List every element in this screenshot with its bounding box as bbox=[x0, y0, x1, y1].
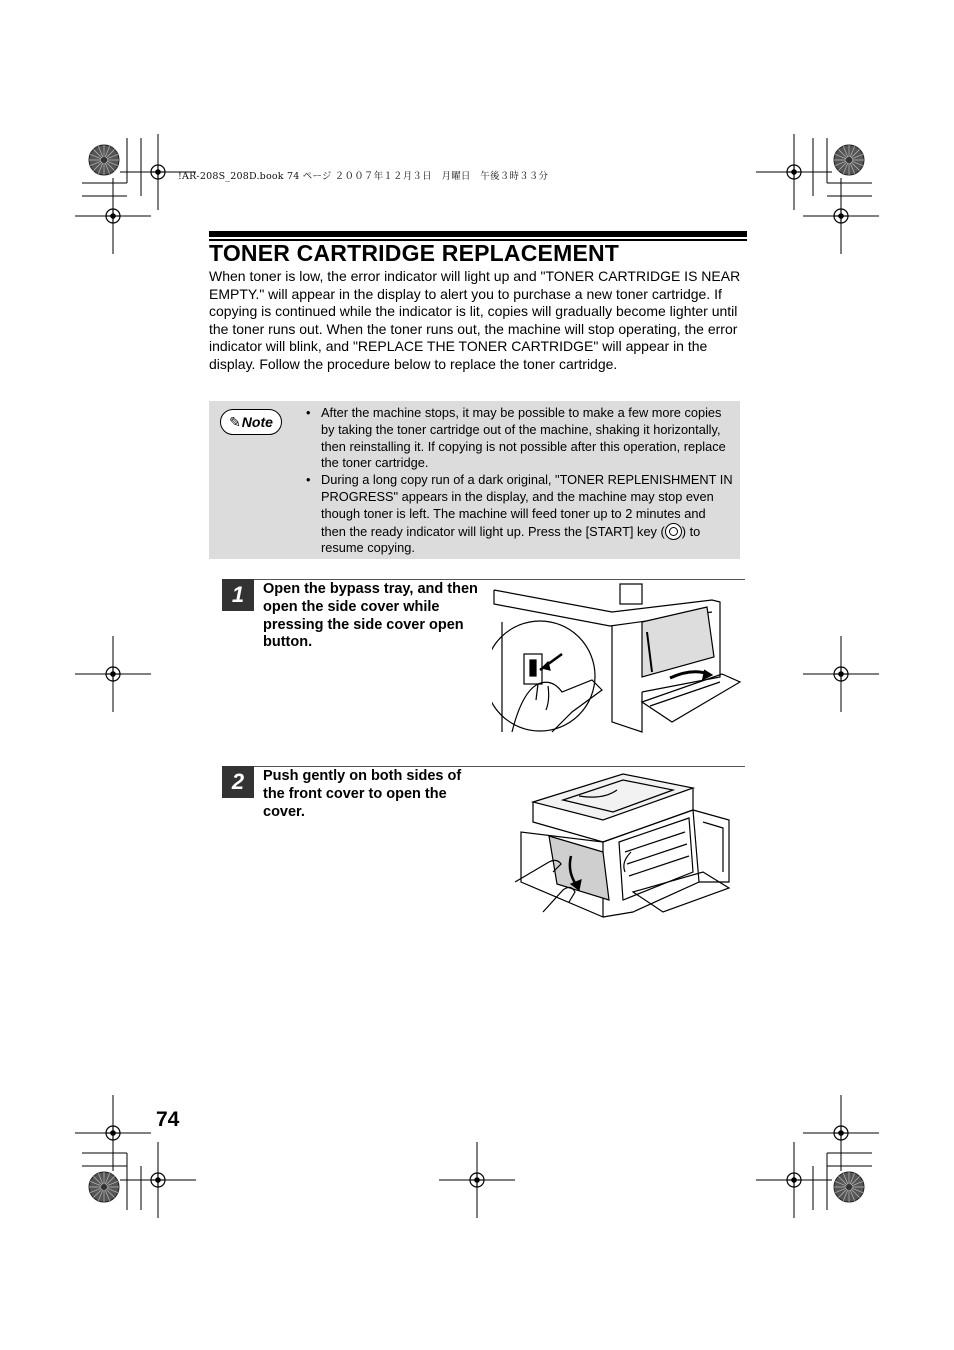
corner-mark-top-right bbox=[756, 134, 879, 254]
step-1-rule bbox=[222, 579, 745, 580]
note-item bbox=[306, 405, 734, 472]
step-2-text: Push gently on both sides of the front cover to open the cover. bbox=[263, 768, 462, 820]
corner-mark-bottom-right bbox=[756, 1095, 879, 1218]
bullet: • bbox=[306, 472, 311, 488]
note-badge bbox=[220, 409, 282, 435]
title-rule-thick bbox=[209, 231, 747, 237]
page-number: 74 bbox=[156, 1108, 180, 1131]
print-file-header: !AR-208S_208D.book 74 ページ ２００７年１２月３日 月曜日 午後３時３３分 bbox=[178, 171, 549, 182]
step-2-rule bbox=[222, 766, 745, 767]
bullet: • bbox=[306, 405, 311, 420]
step-1-text: Open the bypass tray, and then open the side cover while pressing the side cover open button. bbox=[263, 581, 478, 651]
bottom-center-mark bbox=[439, 1142, 515, 1218]
intro-paragraph: When toner is low, the error indicator will light up and "TONER CARTRIDGE IS NEAR EMPTY." will appear in the display to alert you to purchase a new toner cartridge. If copying is continued while the indicator is lit, copies will gradually become lighter until the toner runs out. When the toner runs out, the machine will stop operating, the error indicator will blink, and "REPLACE THE TONER CARTRIDGE" will appear in the display. Follow the procedure below to replace the toner cartridge. bbox=[209, 268, 741, 372]
section-title: TONER CARTRIDGE REPLACEMENT bbox=[209, 240, 620, 266]
note-badge-label: Note bbox=[241, 414, 273, 430]
note-list bbox=[306, 405, 734, 557]
step-1-number: 1 bbox=[222, 579, 254, 611]
note-item-text: During a long copy run of a dark original, "TONER REPLENISHMENT IN PROGRESS" appears in the display, and the machine may stop even though toner is left. The machine will feed toner up to 2 minutes and then the ready indicator will light up. Press the [START] key ( bbox=[321, 472, 733, 539]
note-item-text-end: ) to resume copying. bbox=[321, 523, 701, 556]
start-key-icon bbox=[665, 523, 682, 540]
note-box bbox=[209, 401, 740, 559]
side-mark-right bbox=[803, 636, 879, 712]
side-mark-left bbox=[75, 636, 151, 712]
note-item-text: After the machine stops, it may be possible to make a few more copies by taking the toner cartridge out of the machine, shaking it horizontally, then reinstalling it. If copying is not possible after this operation, replace the toner cartridge. bbox=[321, 405, 726, 471]
corner-mark-top-left bbox=[75, 134, 196, 254]
step-2-illustration bbox=[513, 772, 731, 922]
step-2-number: 2 bbox=[222, 766, 254, 798]
note-item bbox=[306, 472, 734, 557]
step-1-illustration bbox=[492, 582, 742, 742]
pencil-icon: ✎ bbox=[229, 413, 241, 430]
